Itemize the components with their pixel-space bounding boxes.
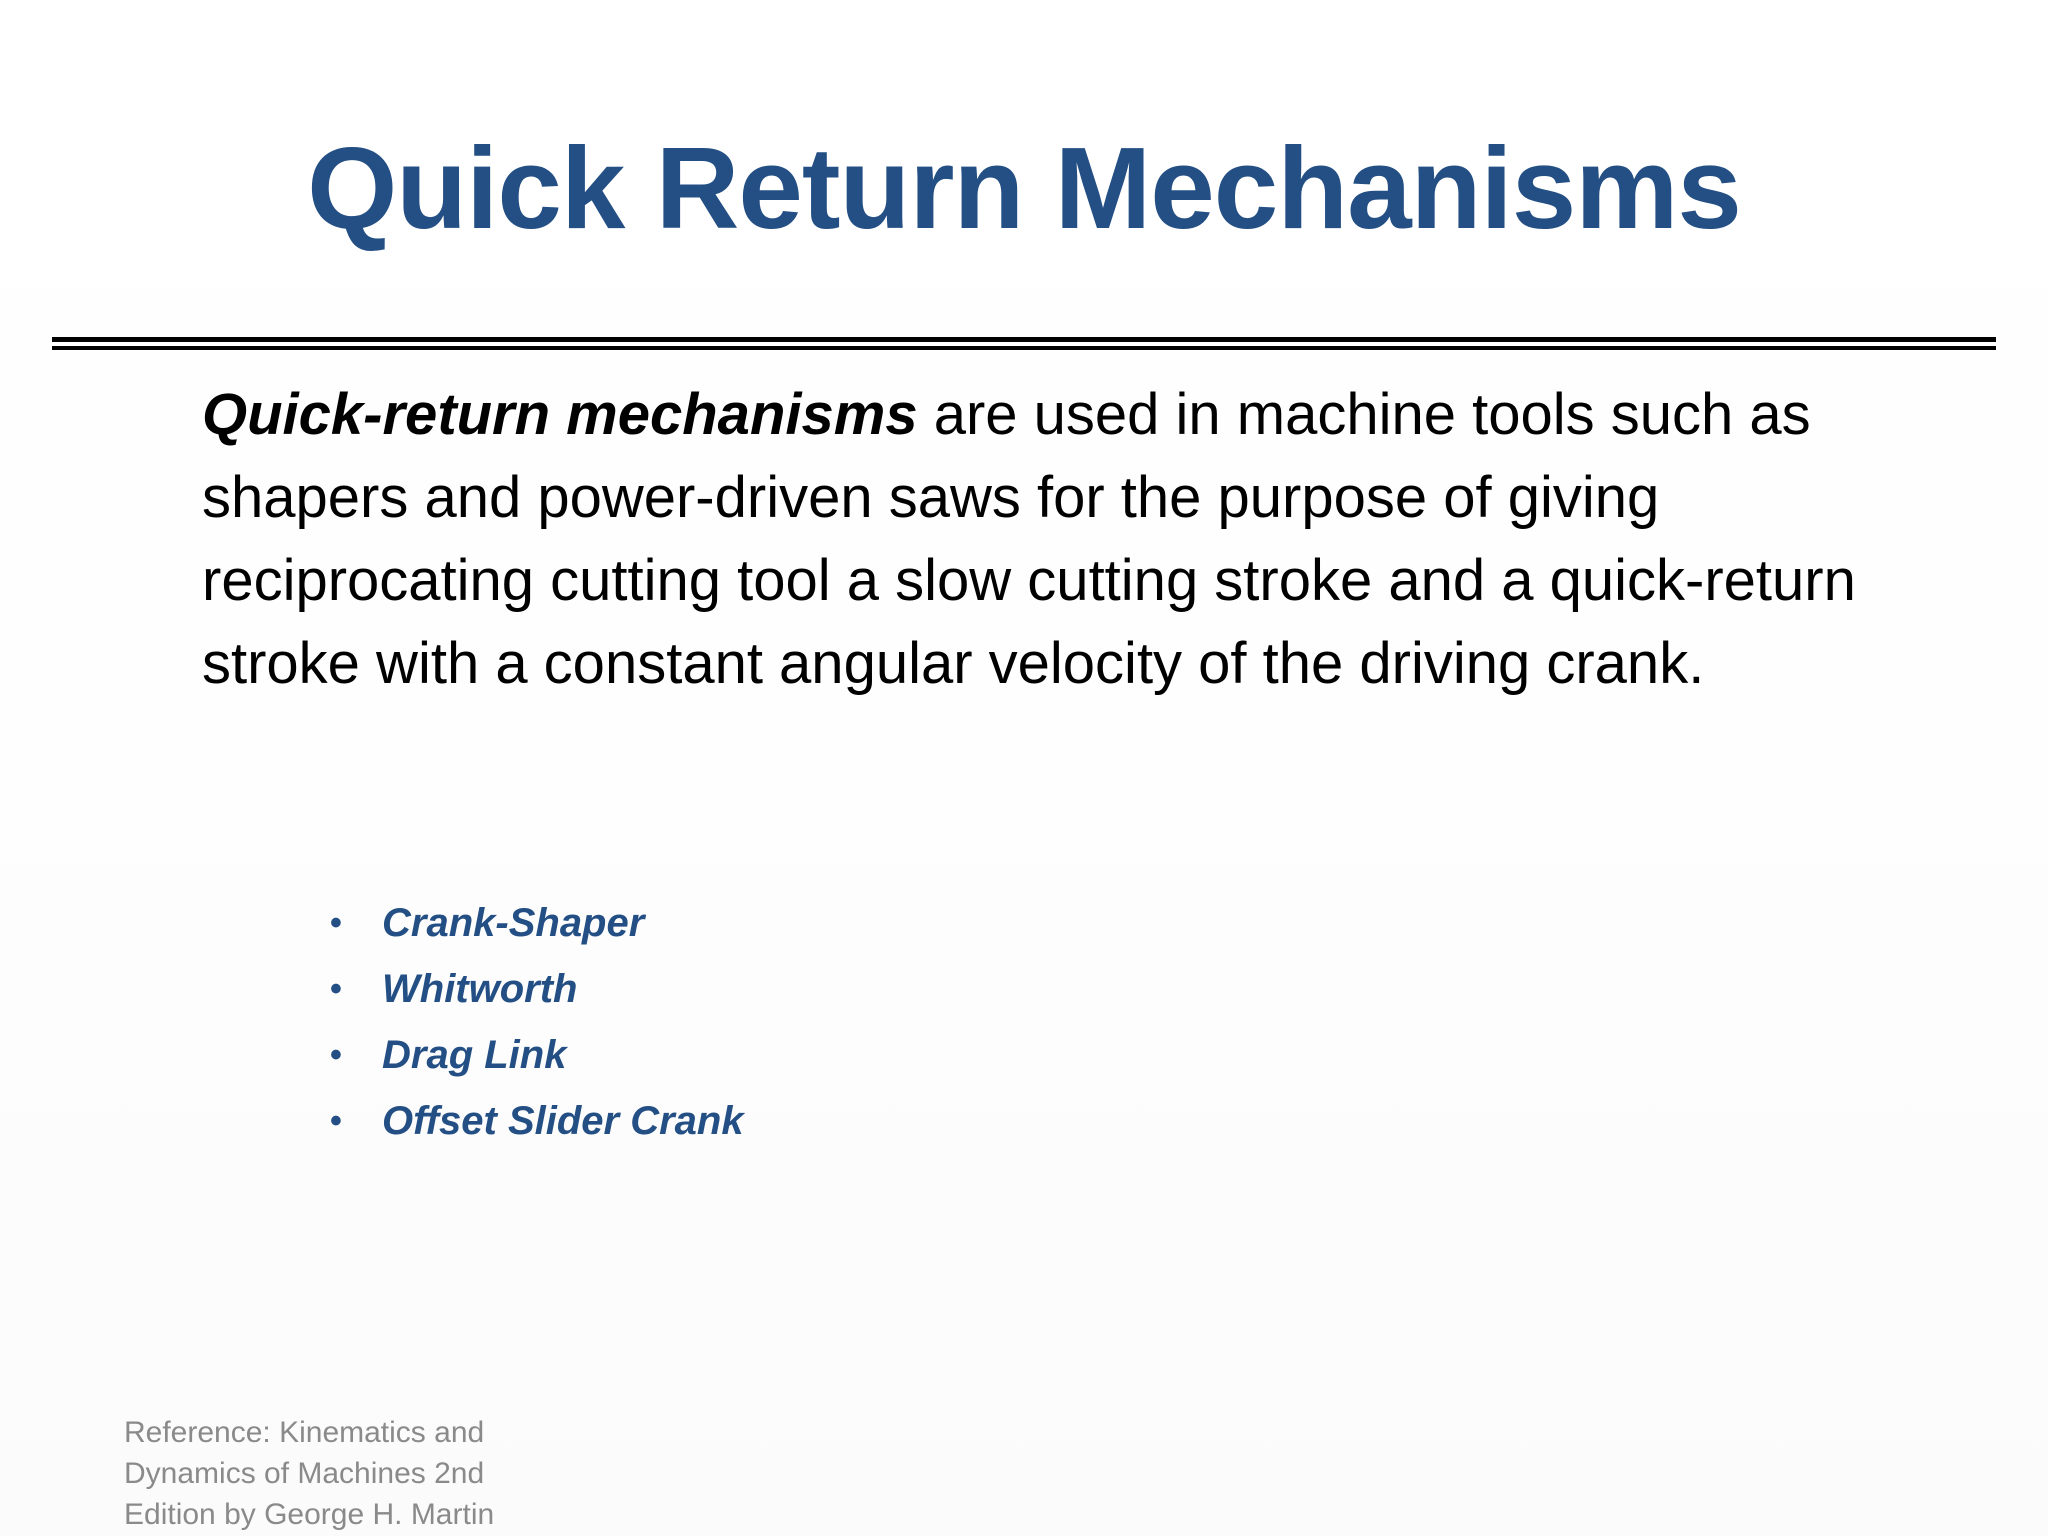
bullet-icon: •	[330, 1102, 342, 1140]
reference-note: Reference: Kinematics and Dynamics of Machines 2nd Edition by George H. Martin	[124, 1416, 495, 1531]
list-item	[326, 1088, 744, 1154]
bullet-icon: •	[330, 970, 342, 1008]
list-item	[326, 1022, 744, 1088]
title-divider-top	[52, 337, 1996, 342]
intro-paragraph	[202, 373, 1902, 705]
intro-text: are used in machine tools such as shapers and power-driven saws for the purpose of giving reciprocating cutting tool a slow cutting stroke and a quick-return stroke with a constant angular velocity of the driving crank.	[202, 382, 1856, 696]
list-item	[326, 890, 744, 956]
list-item-label: Drag Link	[382, 1033, 567, 1077]
list-item	[326, 956, 744, 1022]
list-item-label: Whitworth	[382, 967, 578, 1011]
list-item-label: Crank-Shaper	[382, 901, 645, 945]
title-divider-bottom	[52, 346, 1996, 350]
slide-title: Quick Return Mechanisms	[307, 123, 1741, 253]
list-item-label: Offset Slider Crank	[382, 1099, 744, 1143]
bullet-icon: •	[330, 1036, 342, 1074]
bullet-icon: •	[330, 904, 342, 942]
intro-lead-term: Quick-return mechanisms	[202, 382, 918, 447]
mechanism-list	[326, 890, 744, 1154]
